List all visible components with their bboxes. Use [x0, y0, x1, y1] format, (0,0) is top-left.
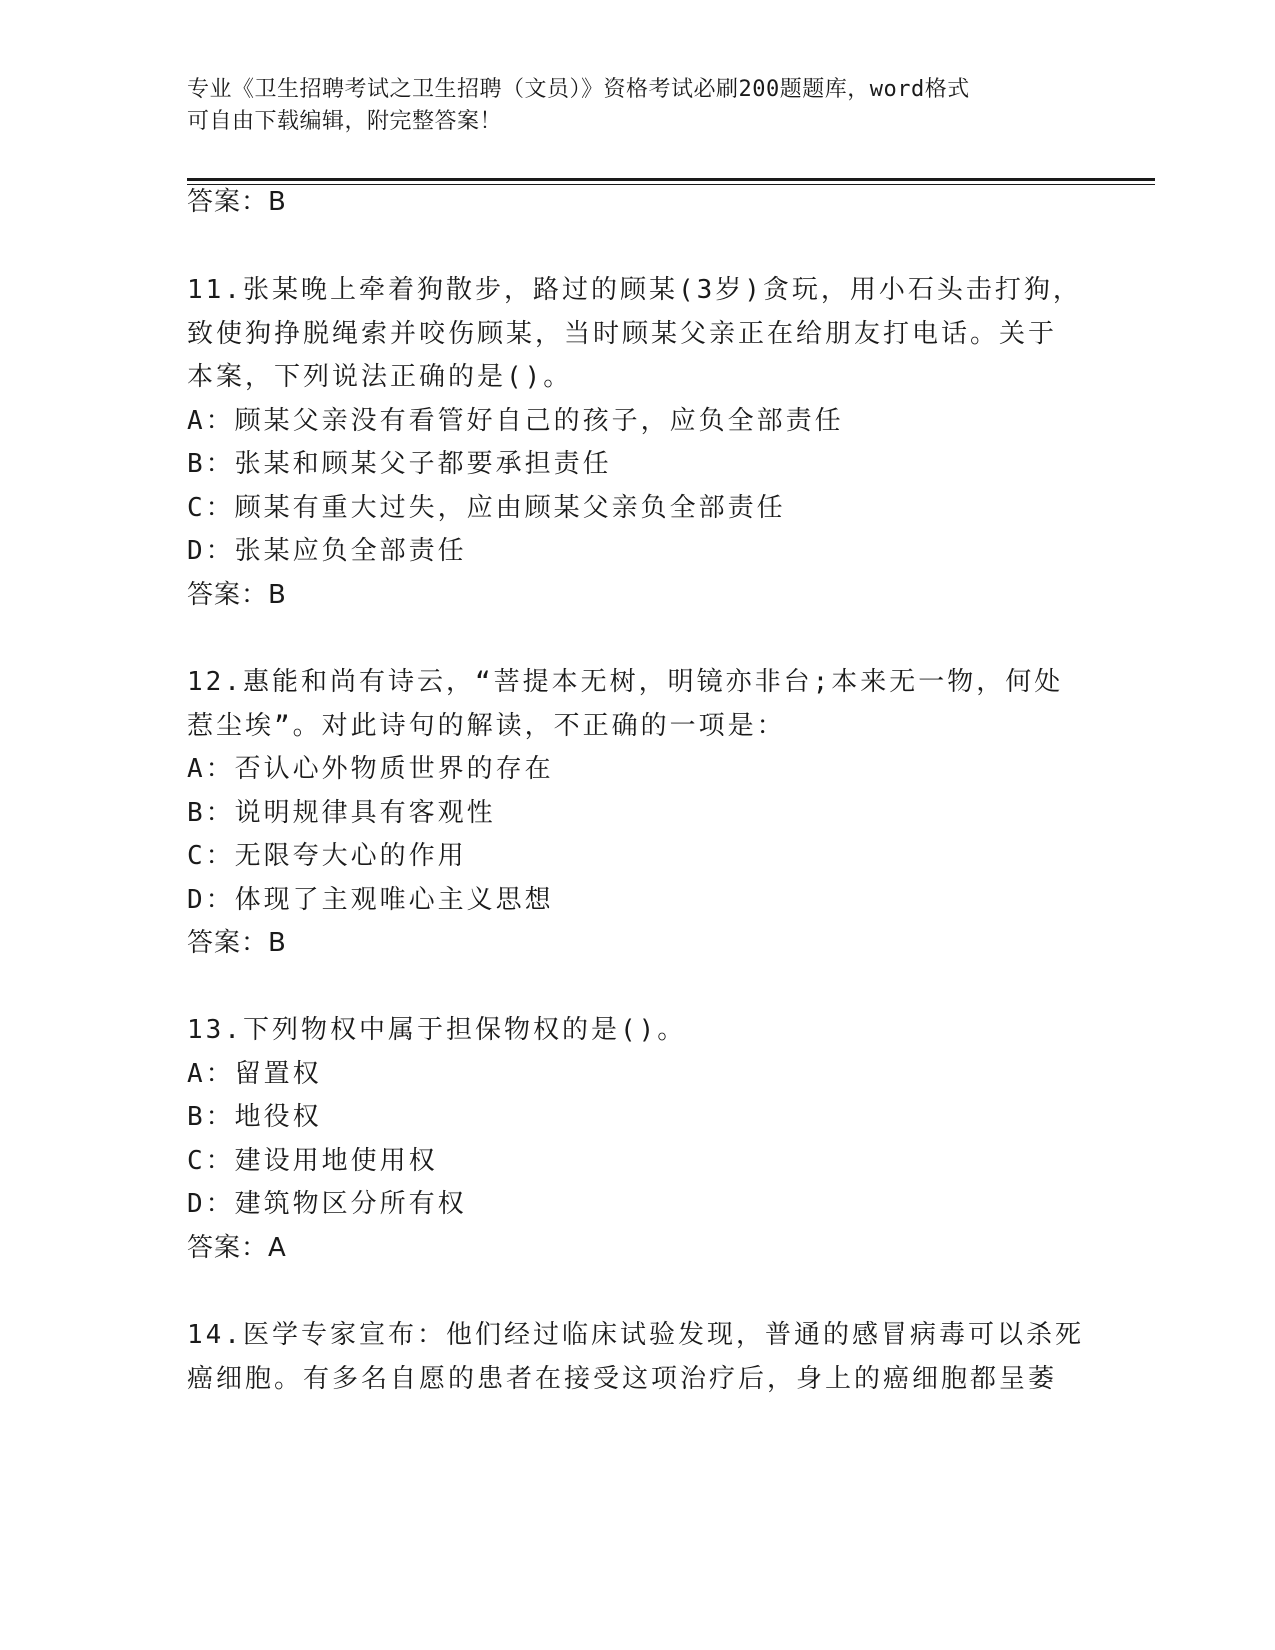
- question-11-option-a: A：顾某父亲没有看管好自己的孩子，应负全部责任: [187, 406, 844, 436]
- question-14-stem-line-2: 癌细胞。有多名自愿的患者在接受这项治疗后，身上的癌细胞都呈萎: [187, 1364, 1058, 1394]
- question-12-stem-line-2: 惹尘埃”。对此诗句的解读，不正确的一项是：: [187, 711, 786, 741]
- question-12-option-c: C：无限夸大心的作用: [187, 841, 467, 871]
- document-header: [187, 74, 1067, 138]
- question-13-option-a: A：留置权: [187, 1059, 322, 1089]
- question-13-answer: 答案：A: [187, 1233, 287, 1263]
- question-11-answer: 答案：B: [187, 580, 287, 610]
- question-13-option-c: C：建设用地使用权: [187, 1146, 438, 1176]
- question-11-stem-line-2: 致使狗挣脱绳索并咬伤顾某，当时顾某父亲正在给朋友打电话。关于: [187, 319, 1058, 349]
- question-11-option-b: B：张某和顾某父子都要承担责任: [187, 449, 612, 479]
- question-12-option-b: B：说明规律具有客观性: [187, 798, 496, 828]
- header-line-1: 专业《卫生招聘考试之卫生招聘（文员）》资格考试必刷200题题库，word格式: [187, 77, 970, 102]
- question-13-option-d: D：建筑物区分所有权: [187, 1189, 467, 1219]
- question-11-option-d: D：张某应负全部责任: [187, 536, 467, 566]
- question-12-answer: 答案：B: [187, 928, 287, 958]
- question-13-stem-line-1: 13.下列物权中属于担保物权的是()。: [187, 1015, 687, 1045]
- header-divider-thin: [187, 184, 1155, 185]
- answer-previous: 答案：B: [187, 187, 287, 217]
- question-14-stem-line-1: 14.医学专家宣布：他们经过临床试验发现，普通的感冒病毒可以杀死: [187, 1320, 1084, 1350]
- header-divider-thick: [187, 178, 1155, 181]
- question-11-stem-line-3: 本案，下列说法正确的是()。: [187, 362, 573, 392]
- header-line-2: 可自由下载编辑，附完整答案！: [187, 109, 503, 134]
- question-13-option-b: B：地役权: [187, 1102, 322, 1132]
- question-12-option-d: D：体现了主观唯心主义思想: [187, 885, 554, 915]
- question-12-option-a: A：否认心外物质世界的存在: [187, 754, 554, 784]
- question-12-stem-line-1: 12.惠能和尚有诗云，“菩提本无树，明镜亦非台;本来无一物，何处: [187, 667, 1064, 697]
- question-11-stem-line-1: 11.张某晚上牵着狗散步，路过的顾某(3岁)贪玩，用小石头击打狗，: [187, 275, 1082, 305]
- question-11-option-c: C：顾某有重大过失，应由顾某父亲负全部责任: [187, 493, 786, 523]
